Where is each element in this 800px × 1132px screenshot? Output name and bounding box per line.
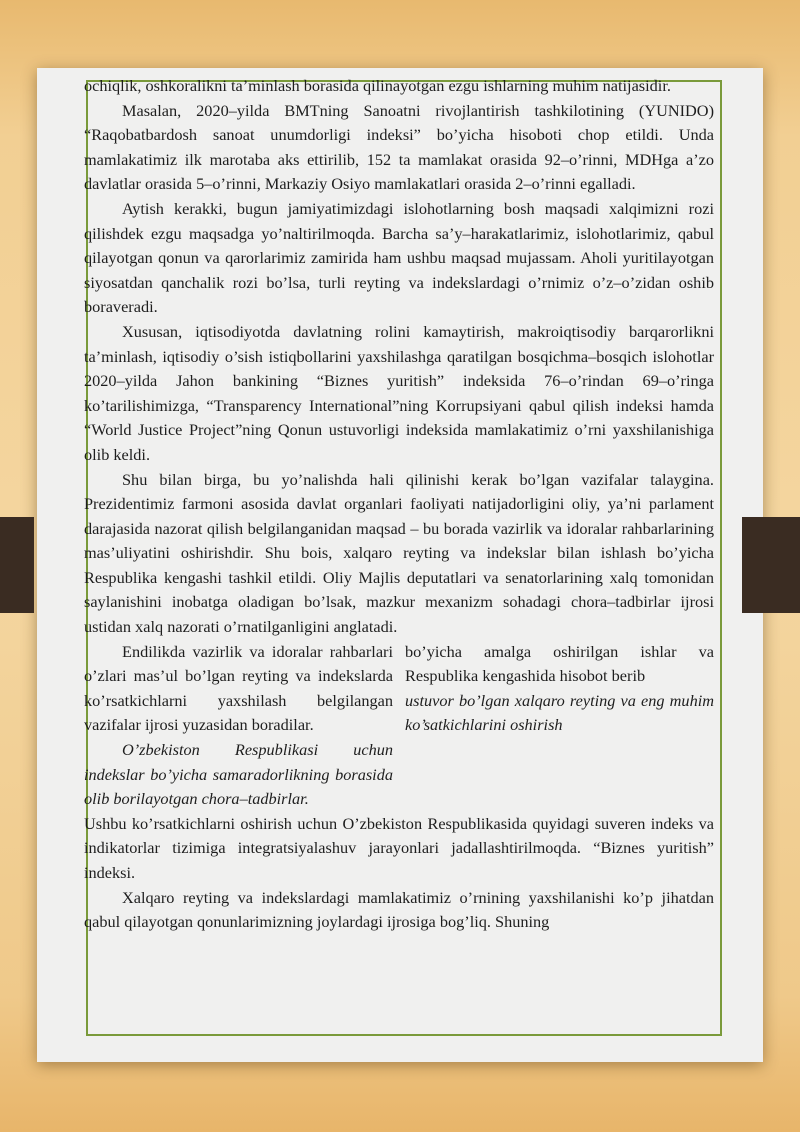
paragraph-6-right bbox=[405, 689, 714, 738]
paragraph-6-rest: Ushbu ko’rsatkichlarni oshirish uchun O’zbekiston Respublikasida quyidagi suveren indeks va indikatorlar tizimiga integratsiyalashuv jarayonlari jadallashtirilmoqda. “Biznes yuritish” indeksi. bbox=[84, 813, 714, 882]
paragraph-1: Masalan, 2020–yilda BMTning Sanoatni rivojlantirish tashkilotining (YUNIDO) “Raqobatbardosh sanoat unumdorligi indeksi” bo’yicha hisoboti chop etildi. Unda mamlakatimiz ilk marotaba aks ettirilib, 152 ta mamlakat orasida 92–o’rinni, MDHga a’zo davlatlar orasida 5–o’rinni, Markaziy Osiyo mamlakatlari orasida 2–o’rinni egalladi. bbox=[84, 100, 714, 194]
paragraph-5-left: Endilikda vazirlik va idoralar rahbarlari o’zlari mas’ul bo’lgan reyting va indekslarda ko’rsatkichlarni yaxshilash belgilangan vazifalar ijrosi yuzasidan boradilar. bbox=[84, 641, 393, 735]
paragraph-6-left bbox=[84, 738, 393, 812]
paragraph-3: Xususan, iqtisodiyotda davlatning rolini kamaytirish, makroiqtisodiy barqarorlikni ta’minlash, iqtisodiy o’sish istiqbollarini yaxshilashga qaratilgan bosqichma–bosqich islohotlar 2020–yilda Jahon bankining “Biznes yuritish” indeksida 76–o’rindan 69–o’ringa ko’tarilishimizga, “Transparency International”ning Korrupsiyani qabul qilish indeksi hamda “World Justice Project”ning Qonun ustuvorligi indeksida mamlakatimiz o’rni yaxshilanishiga olib keldi. bbox=[84, 321, 714, 464]
paragraph-5-right: bo’yicha amalga oshirilgan ishlar va Respublika kengashida hisobot berib bbox=[405, 641, 714, 686]
italic-text-right: ustuvor bo’lgan xalqaro reyting va eng muhim ko’satkichlarini oshirish bbox=[405, 690, 714, 735]
paragraph-0: ochiqlik, oshkoralikni ta’minlash borasida qilinayotgan ezgu ishlarning muhim natijasidir. bbox=[84, 76, 671, 95]
document-body bbox=[84, 74, 714, 935]
italic-text-left: O’zbekiston Respublikasi uchun indekslar bo’yicha samaradorlikning borasida olib borilayotgan chora–tadbirlar. bbox=[84, 740, 393, 809]
left-column bbox=[84, 640, 393, 812]
paragraph-4: Shu bilan birga, bu yo’nalishda hali qilinishi kerak bo’lgan vazifalar talaygina. Prezidentimiz farmoni asosida davlat organlari faoliyati natijadorligini oliy, ya’ni parlament darajasida nazorat qilish belgilanganidan maqsad – bu borada vazirlik va idoralar rahbarlarining mas’uliyatini oshirishdir. Shu bois, xalqaro reyting va indekslar bilan ishlash bo’yicha Respublika kengashi tashkil etildi. Oliy Majlis deputatlari va senatorlarining xalq tomonidan saylanishini inobatga oladigan bo’lsak, mazkur mexanizm sohadagi chora–tadbirlar ijrosi ustidan xalq nazorati o’rnatilganligini anglatadi. bbox=[84, 469, 714, 637]
right-column bbox=[405, 640, 714, 812]
document-page bbox=[37, 68, 763, 1062]
paragraph-7: Xalqaro reyting va indekslardagi mamlakatimiz o’rnining yaxshilanishi ko’p jihatdan qabul qilayotgan qonunlarimizning joylardagi ijrosiga bog’liq. Shuning bbox=[84, 887, 714, 932]
paragraph-2: Aytish kerakki, bugun jamiyatimizdagi islohotlarning bosh maqsadi xalqimizni rozi qilishdek ezgu maqsadga yo’naltirilmoqda. Barcha sa’y–harakatlarimiz, islohotlarimiz, qabul qilayotgan qonun va qarorlarimiz zamirida ham ushbu maqsad mujassam. Aholi yuritilayotgan siyosatdan qanchalik rozi bo’lsa, turli reyting va indekslardagi o’rnimiz o’z–o’zidan oshib boraveradi. bbox=[84, 198, 714, 317]
left-tab-marker bbox=[0, 517, 34, 613]
right-tab-marker bbox=[742, 517, 800, 613]
two-column-block bbox=[84, 640, 714, 812]
